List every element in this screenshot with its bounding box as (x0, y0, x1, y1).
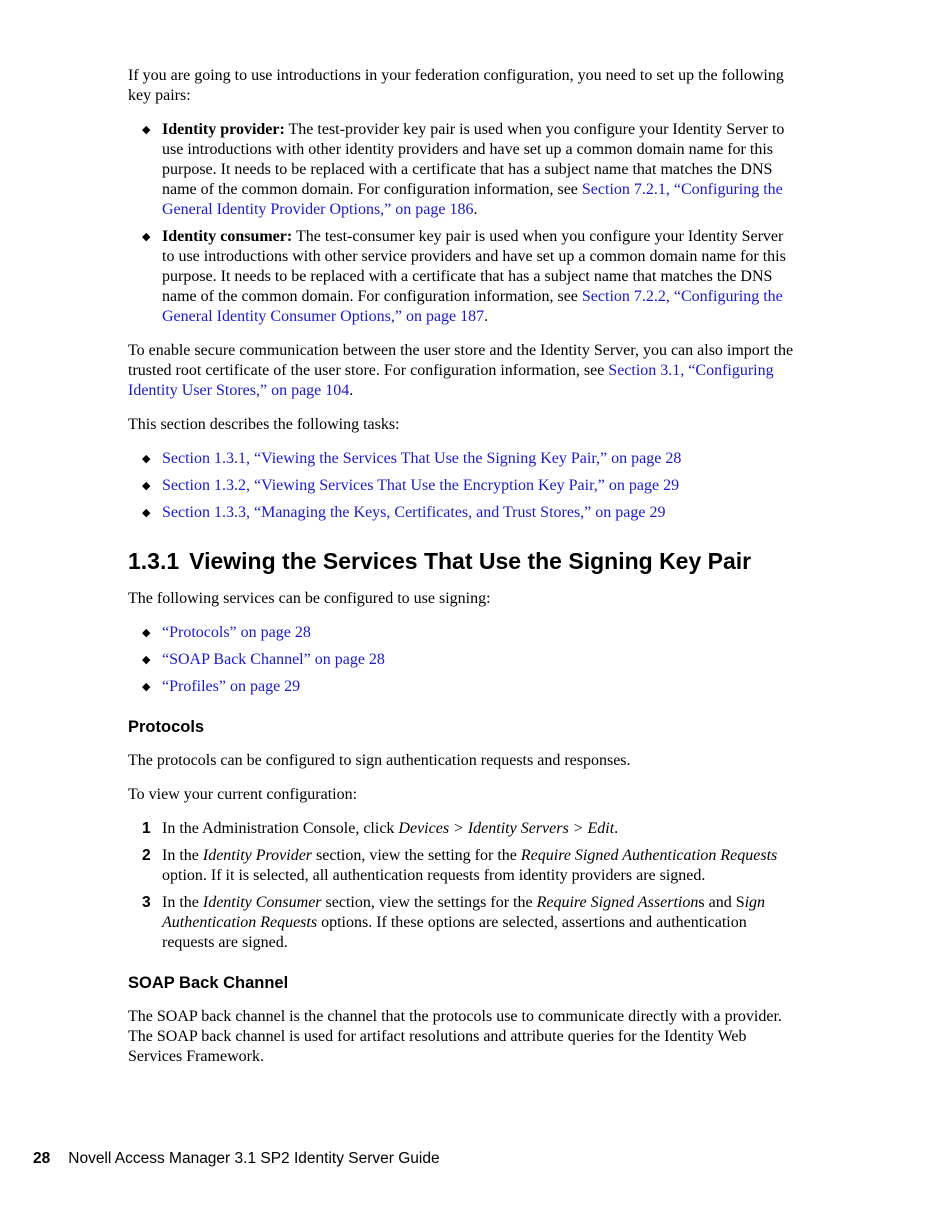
step-number: 3 (142, 894, 151, 911)
list-item-text: The test-provider key pair is used when you configure your Identity Server to use introductions with other identity providers and have set up a common domain name for this purpose. It needs to be replaced with a certificate that has a subject name that matches the DNS name of the common domain. For configuration information, see (162, 121, 785, 198)
list-item (128, 677, 798, 697)
list-item (128, 623, 798, 643)
step-text: . (614, 820, 619, 837)
list-item (128, 227, 798, 327)
step-number: 2 (142, 847, 151, 864)
ui-term: Identity Consumer (202, 894, 322, 911)
list-item (128, 449, 798, 469)
ui-term: Identity Provider (202, 847, 313, 864)
diamond-bullet-icon: ◆ (142, 452, 151, 465)
service-link[interactable]: “Profiles” on page 29 (162, 678, 301, 695)
view-config-paragraph: To view your current configuration: (128, 786, 358, 803)
cross-reference-link[interactable]: Section 7.2.1, “Configuring the General Identity Provider Options,” on page 186 (162, 181, 783, 218)
protocols-heading: Protocols (128, 718, 205, 736)
page-footer (33, 1149, 440, 1169)
task-link[interactable]: Section 1.3.1, “Viewing the Services That Use the Signing Key Pair,” on page 28 (162, 450, 682, 467)
service-link[interactable]: “SOAP Back Channel” on page 28 (162, 651, 385, 668)
section-title: Viewing the Services That Use the Signing Key Pair (189, 548, 752, 574)
protocols-paragraph: The protocols can be configured to sign authentication requests and responses. (128, 752, 631, 769)
term-label: Identity consumer: (162, 228, 293, 245)
step-text: section, view the settings for the (321, 894, 537, 911)
task-link[interactable]: Section 1.3.2, “Viewing Services That Use the Encryption Key Pair,” on page 29 (162, 477, 680, 494)
term-label: Identity provider: (162, 121, 285, 138)
list-item (128, 120, 798, 220)
soap-paragraph: The SOAP back channel is the channel that the protocols use to communicate directly with a provider. The SOAP back channel is used for artifact resolutions and attribute queries for the Identity Web Services Framework. (128, 1008, 782, 1065)
intro-paragraph: If you are going to use introductions in your federation configuration, you need to set up the following key pairs: (128, 67, 784, 104)
step-text: options. If these options are selected, assertions and authentication requests are signed. (162, 914, 747, 951)
tasks-intro: This section describes the following tasks: (128, 416, 400, 433)
diamond-bullet-icon: ◆ (142, 123, 151, 136)
diamond-bullet-icon: ◆ (142, 479, 151, 492)
key-pairs-list (128, 120, 798, 327)
document-title: Novell Access Manager 3.1 SP2 Identity Server Guide (68, 1150, 440, 1167)
steps-list (128, 819, 798, 953)
service-link[interactable]: “Protocols” on page 28 (162, 624, 311, 641)
trusted-root-paragraph (128, 341, 798, 401)
ui-term: ign Authentication Requests (162, 894, 766, 931)
step-text: s and S (698, 894, 745, 911)
diamond-bullet-icon: ◆ (142, 506, 151, 519)
ui-path: Devices > Identity Servers > Edit (398, 820, 615, 837)
step-number: 1 (142, 820, 151, 837)
services-intro: The following services can be configured to use signing: (128, 590, 491, 607)
page-number: 28 (33, 1150, 51, 1167)
cross-reference-link[interactable]: Section 3.1, “Configuring Identity User Stores,” on page 104 (128, 362, 774, 399)
step-text: In the Administration Console, click (162, 820, 399, 837)
step-text: In the (162, 894, 203, 911)
ui-term: Require Signed Authentication Requests (520, 847, 778, 864)
services-list (128, 623, 798, 697)
cross-reference-link[interactable]: Section 7.2.2, “Configuring the General Identity Consumer Options,” on page 187 (162, 288, 783, 325)
step-item (128, 846, 798, 886)
punctuation: . (473, 201, 478, 218)
soap-heading: SOAP Back Channel (128, 974, 289, 992)
step-text: section, view the setting for the (312, 847, 521, 864)
step-text: option. If it is selected, all authentication requests from identity providers are signed. (162, 867, 706, 884)
page-body (128, 66, 798, 1081)
list-item (128, 650, 798, 670)
diamond-bullet-icon: ◆ (142, 230, 151, 243)
tasks-list (128, 449, 798, 523)
section-number: 1.3.1 (128, 548, 180, 574)
diamond-bullet-icon: ◆ (142, 626, 151, 639)
diamond-bullet-icon: ◆ (142, 680, 151, 693)
punctuation: . (484, 308, 489, 325)
punctuation: . (349, 382, 354, 399)
diamond-bullet-icon: ◆ (142, 653, 151, 666)
list-item-text: The test-consumer key pair is used when you configure your Identity Server to use introductions with other service providers and have set up a common domain name for this purpose. It needs to be replaced with a certificate that has a subject name that matches the DNS name of the common domain. For configuration information, see (162, 228, 786, 305)
step-item (128, 893, 798, 953)
task-link[interactable]: Section 1.3.3, “Managing the Keys, Certificates, and Trust Stores,” on page 29 (162, 504, 666, 521)
step-text: In the (162, 847, 203, 864)
list-item (128, 476, 798, 496)
paragraph-text: To enable secure communication between the user store and the Identity Server, you can also import the trusted root certificate of the user store. For configuration information, see (128, 342, 794, 379)
section-heading (128, 547, 798, 575)
step-item (128, 819, 798, 839)
list-item (128, 503, 798, 523)
ui-term: Require Signed Assertion (536, 894, 699, 911)
